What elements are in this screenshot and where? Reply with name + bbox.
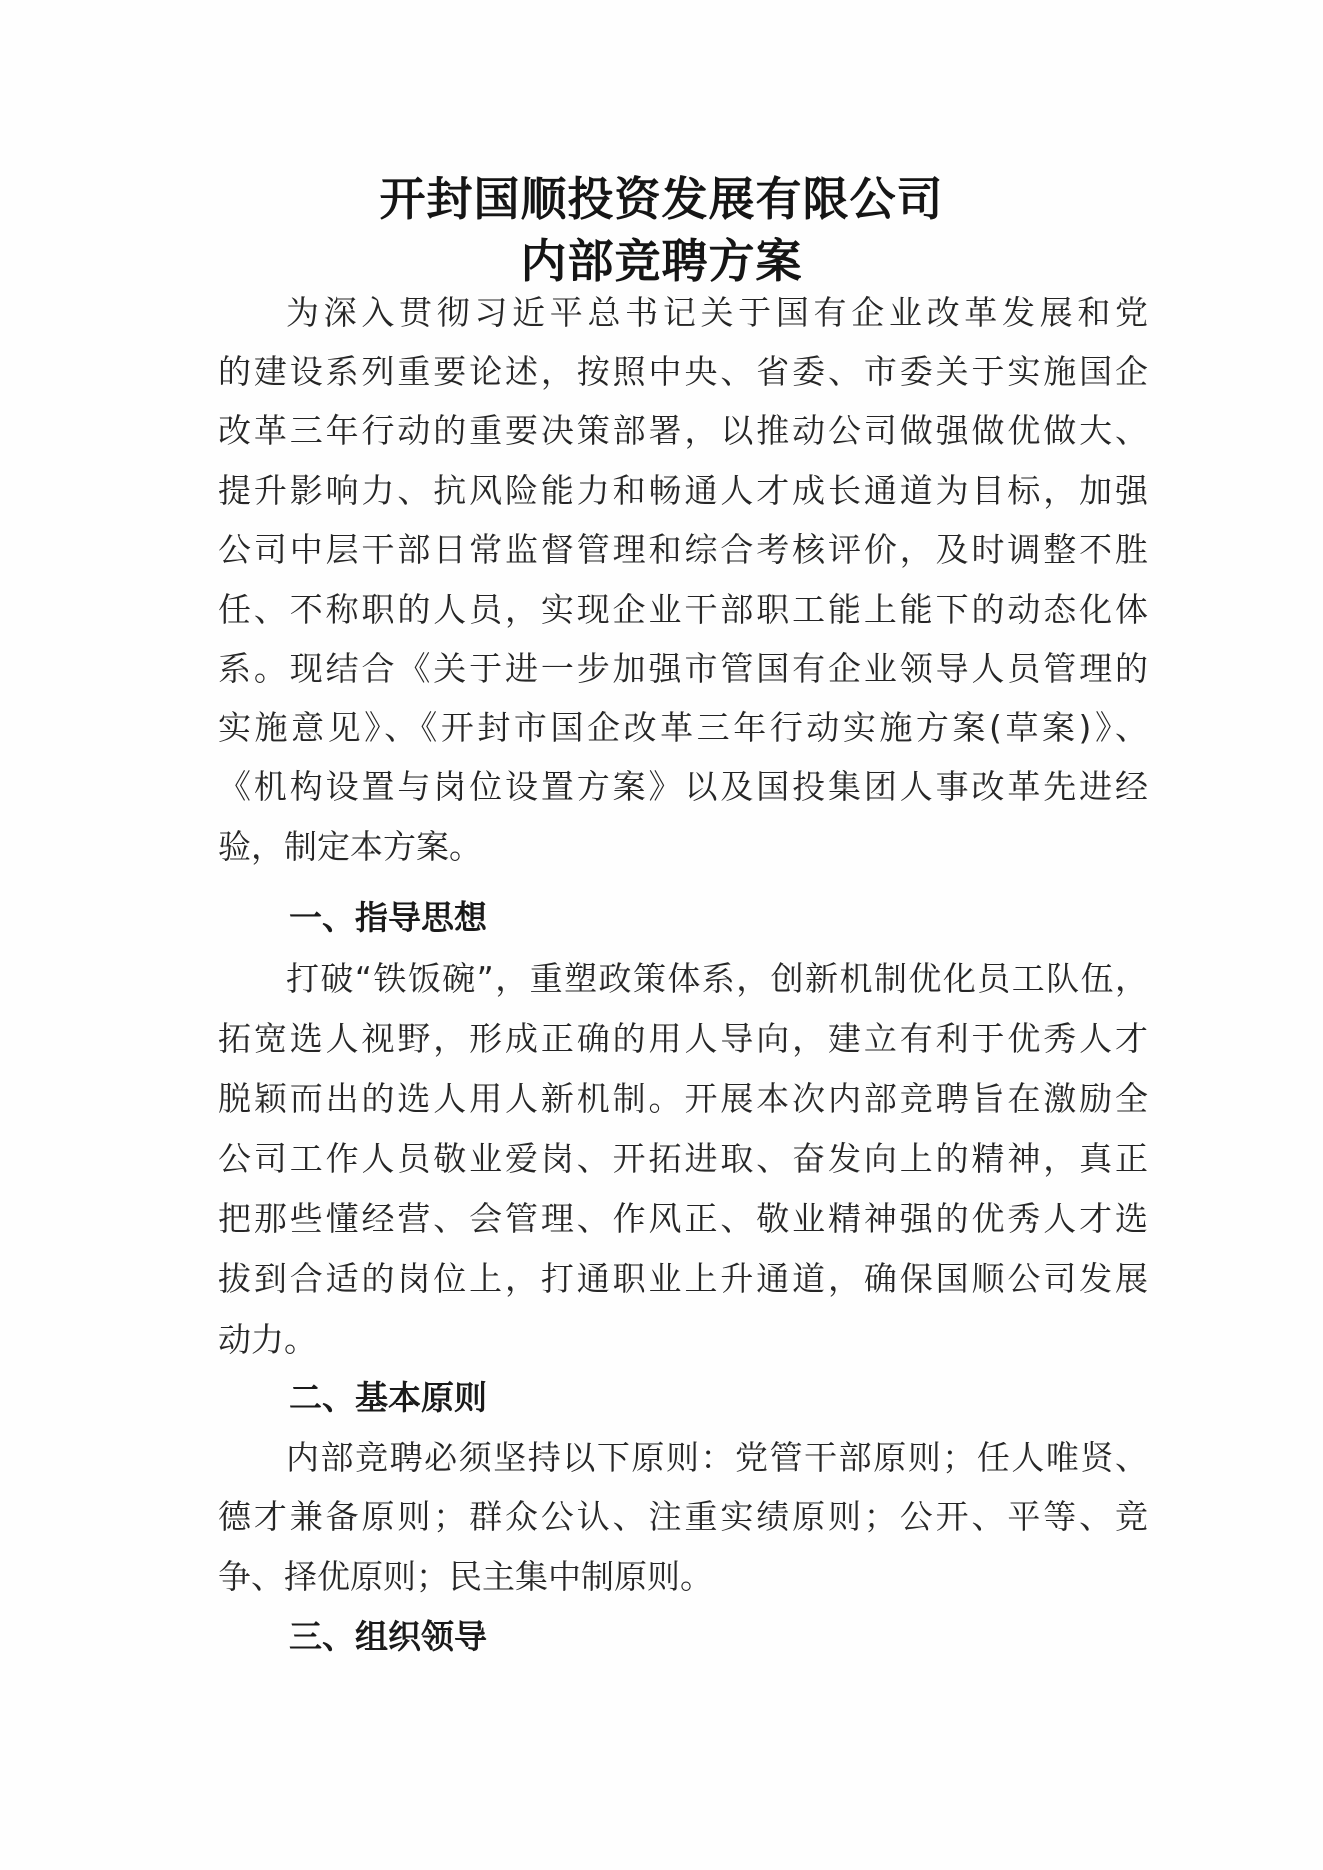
- section-line: 脱颖而出的选人用人新机制。开展本次内部竞聘旨在激励全: [218, 1079, 1148, 1118]
- section-line: 公司工作人员敬业爱岗、开拓进取、奋发向上的精神，真正: [218, 1139, 1148, 1178]
- intro-line: 《机构设置与岗位设置方案》以及国投集团人事改革先进经: [218, 767, 1148, 806]
- section-line: 动力。: [218, 1320, 317, 1359]
- section-heading-organization-leadership: 三、组织领导: [289, 1617, 487, 1656]
- intro-line: 提升影响力、抗风险能力和畅通人才成长通道为目标，加强: [218, 471, 1148, 510]
- intro-line: 改革三年行动的重要决策部署，以推动公司做强做优做大、: [218, 411, 1148, 450]
- intro-line: 验，制定本方案。: [218, 827, 482, 866]
- section-heading-guiding-ideology: 一、指导思想: [289, 898, 487, 937]
- document-title-line-1: 开封国顺投资发展有限公司: [379, 172, 944, 226]
- document-title-line-2: 内部竞聘方案: [520, 234, 803, 288]
- intro-line: 系。现结合《关于进一步加强市管国有企业领导人员管理的: [218, 649, 1148, 688]
- section-heading-basic-principles: 二、基本原则: [289, 1378, 487, 1417]
- section-line: 打破“铁饭碗”，重塑政策体系，创新机制优化员工队伍，: [286, 959, 1148, 998]
- section-line: 争、择优原则；民主集中制原则。: [218, 1557, 713, 1596]
- section-line: 内部竞聘必须坚持以下原则：党管干部原则；任人唯贤、: [286, 1438, 1148, 1477]
- intro-line: 为深入贯彻习近平总书记关于国有企业改革发展和党: [286, 293, 1148, 332]
- intro-line: 任、不称职的人员，实现企业干部职工能上能下的动态化体: [218, 590, 1148, 629]
- section-line: 德才兼备原则；群众公认、注重实绩原则；公开、平等、竞: [218, 1497, 1148, 1536]
- intro-line: 公司中层干部日常监督管理和综合考核评价，及时调整不胜: [218, 530, 1148, 569]
- intro-line: 的建设系列重要论述，按照中央、省委、市委关于实施国企: [218, 352, 1148, 391]
- section-line: 拔到合适的岗位上，打通职业上升通道，确保国顺公司发展: [218, 1259, 1148, 1298]
- section-line: 拓宽选人视野，形成正确的用人导向，建立有利于优秀人才: [218, 1019, 1148, 1058]
- section-line: 把那些懂经营、会管理、作风正、敬业精神强的优秀人才选: [218, 1199, 1148, 1238]
- intro-line: 实施意见》、《开封市国企改革三年行动实施方案(草案)》、: [218, 708, 1148, 747]
